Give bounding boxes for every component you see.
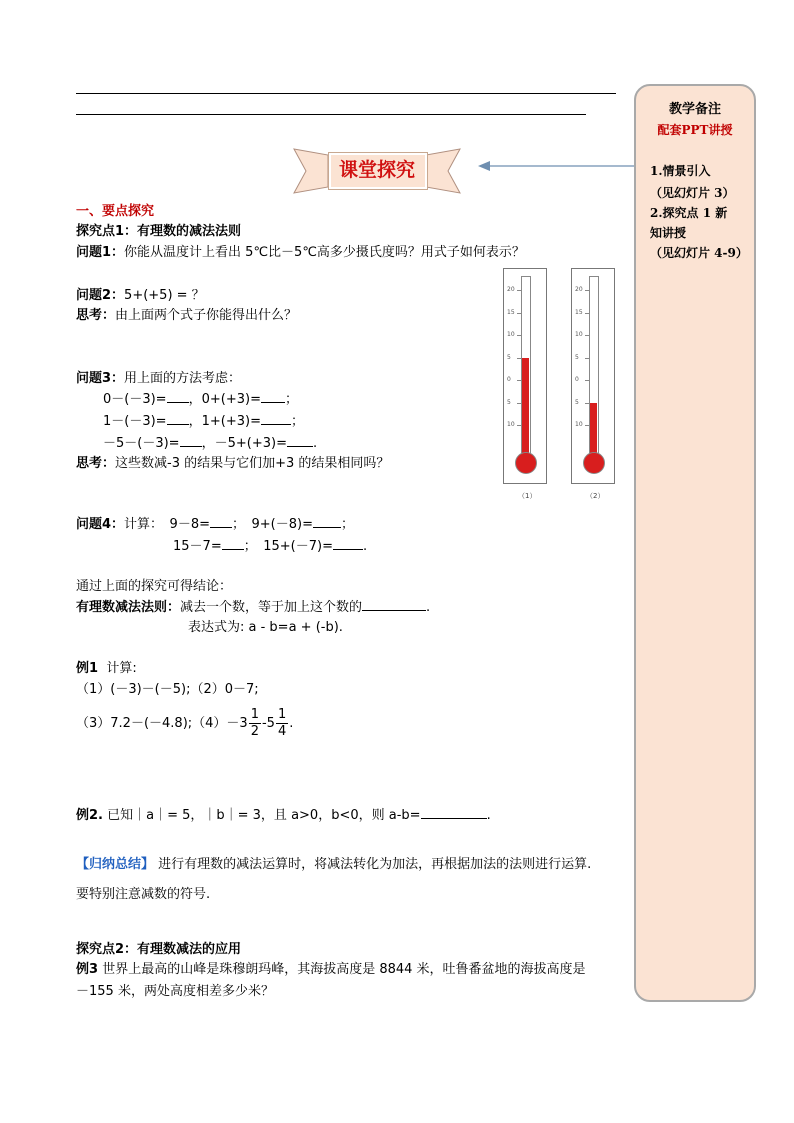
thermo-caption-1: （1） bbox=[518, 492, 537, 500]
think-1: 思考：由上面两个式子你能得出什么？ bbox=[76, 308, 298, 323]
fraction-half: $\frac{1}{2}$ bbox=[250, 707, 259, 739]
scale-label: 0 bbox=[575, 376, 579, 383]
thermometer-1 bbox=[503, 268, 547, 484]
question-2: 问题2：5+(+5) = ？ bbox=[76, 288, 205, 303]
subtraction-rule: 有理数减法法则：减去一个数，等于加上这个数的 . bbox=[76, 600, 431, 615]
thermometer-2 bbox=[571, 268, 615, 484]
example-1-heading: 例1 计算: bbox=[76, 661, 137, 676]
thermo-bulb-1 bbox=[515, 452, 537, 474]
example-1-line-1: （1）(－3)－(－5);（2）0－7; bbox=[76, 682, 259, 697]
scale-label: 15 bbox=[575, 308, 583, 316]
point2-heading: 探究点2：有理数减法的应用 bbox=[76, 942, 242, 957]
think-2: 思考：这些数减-3 的结果与它们加+3 的结果相同吗？ bbox=[76, 456, 390, 471]
scale-label: 15 bbox=[507, 308, 515, 316]
example-3: 例3 世界上最高的山峰是珠穆朗玛峰，其海拔高度是 8844 米，吐鲁番盆地的海拔高度是 bbox=[76, 962, 586, 977]
conclusion-intro: 通过上面的探究可得结论： bbox=[76, 579, 233, 594]
scale-label: 10 bbox=[575, 421, 583, 428]
section-banner bbox=[292, 141, 462, 197]
scale-label: 10 bbox=[507, 331, 515, 338]
section-heading: 一、要点探究 bbox=[76, 204, 155, 219]
side-subtitle: 配套PPT讲授 bbox=[657, 123, 733, 137]
side-line-4: 知讲授 bbox=[650, 226, 687, 240]
scale-label: 10 bbox=[507, 421, 515, 428]
scale-tick bbox=[585, 425, 589, 426]
scale-label: 5 bbox=[507, 353, 511, 361]
q3-row-3: －5－(－3)= ，－5+(+3)= . bbox=[103, 436, 318, 451]
scale-label: 0 bbox=[507, 376, 511, 383]
side-notes-panel bbox=[634, 84, 756, 1002]
example-1-line-2: （3）7.2－(－4.8);（4）－3 $\frac{1}{2}$ -5 $\frac{1}{4}$ . bbox=[76, 707, 294, 739]
question-4: 问题4：计算： 9－8= ； 9+(－8)= ； bbox=[76, 517, 354, 532]
thermo-caption-2: （2） bbox=[586, 492, 605, 500]
scale-tick bbox=[585, 403, 589, 404]
question-3: 问题3：用上面的方法考虑： bbox=[76, 371, 242, 386]
side-line-2: （见幻灯片 3） bbox=[650, 186, 735, 200]
scale-tick bbox=[517, 358, 521, 359]
rule-expression: 表达式为: a - b=a + (-b). bbox=[188, 620, 343, 635]
summary-line-2: 要特别注意减数的符号. bbox=[76, 887, 211, 902]
scale-label: 5 bbox=[575, 353, 579, 361]
q3-row-1: 0－(－3)= ，0+(+3)= ； bbox=[103, 392, 298, 407]
scale-label: 20 bbox=[575, 286, 583, 293]
q3-row-2: 1－(－3)= ，1+(+3)= ； bbox=[103, 414, 304, 429]
scale-tick bbox=[585, 380, 589, 381]
header-rule-top bbox=[76, 93, 616, 94]
question-1: 问题1：你能从温度计上看出 5℃比－5℃高多少摄氏度吗？用式子如何表示？ bbox=[76, 245, 525, 260]
pointer-arrow-icon bbox=[478, 158, 634, 174]
thermo-bulb-2 bbox=[583, 452, 605, 474]
scale-tick bbox=[517, 290, 521, 291]
scale-tick bbox=[517, 425, 521, 426]
scale-label: 5 bbox=[507, 398, 511, 406]
scale-tick bbox=[585, 358, 589, 359]
scale-label: 5 bbox=[575, 398, 579, 406]
side-line-1: 1.情景引入 bbox=[650, 164, 711, 178]
example-3-line-2: －155 米，两处高度相差多少米？ bbox=[76, 984, 274, 999]
side-title: 教学备注 bbox=[668, 102, 721, 117]
fraction-quarter: $\frac{1}{4}$ bbox=[277, 707, 287, 739]
banner-title: 课堂探究 bbox=[338, 159, 415, 181]
scale-label: 20 bbox=[507, 286, 515, 293]
scale-tick bbox=[517, 403, 521, 404]
side-line-5: （见幻灯片 4-9） bbox=[650, 246, 748, 260]
scale-tick bbox=[517, 313, 521, 314]
scale-tick bbox=[517, 335, 521, 336]
scale-tick bbox=[585, 313, 589, 314]
scale-tick bbox=[585, 335, 589, 336]
scale-tick bbox=[585, 290, 589, 291]
header-rule-bottom bbox=[76, 114, 586, 115]
scale-tick bbox=[517, 380, 521, 381]
example-2: 例2. 已知｜a｜= 5，｜b｜= 3，且 a>0，b<0，则 a-b= . bbox=[76, 808, 491, 823]
scale-label: 10 bbox=[575, 331, 583, 338]
side-line-3: 2.探究点 1 新 bbox=[650, 206, 728, 220]
q4-row-2: 15－7= ； 15+(－7)= . bbox=[173, 539, 368, 554]
mercury-column-1 bbox=[522, 358, 529, 459]
summary: 【归纳总结】 进行有理数的减法运算时，将减法转化为加法，再根据加法的法则进行运算. bbox=[76, 857, 592, 872]
mercury-column-2 bbox=[590, 403, 597, 459]
point1-heading: 探究点1：有理数的减法法则 bbox=[76, 224, 242, 239]
